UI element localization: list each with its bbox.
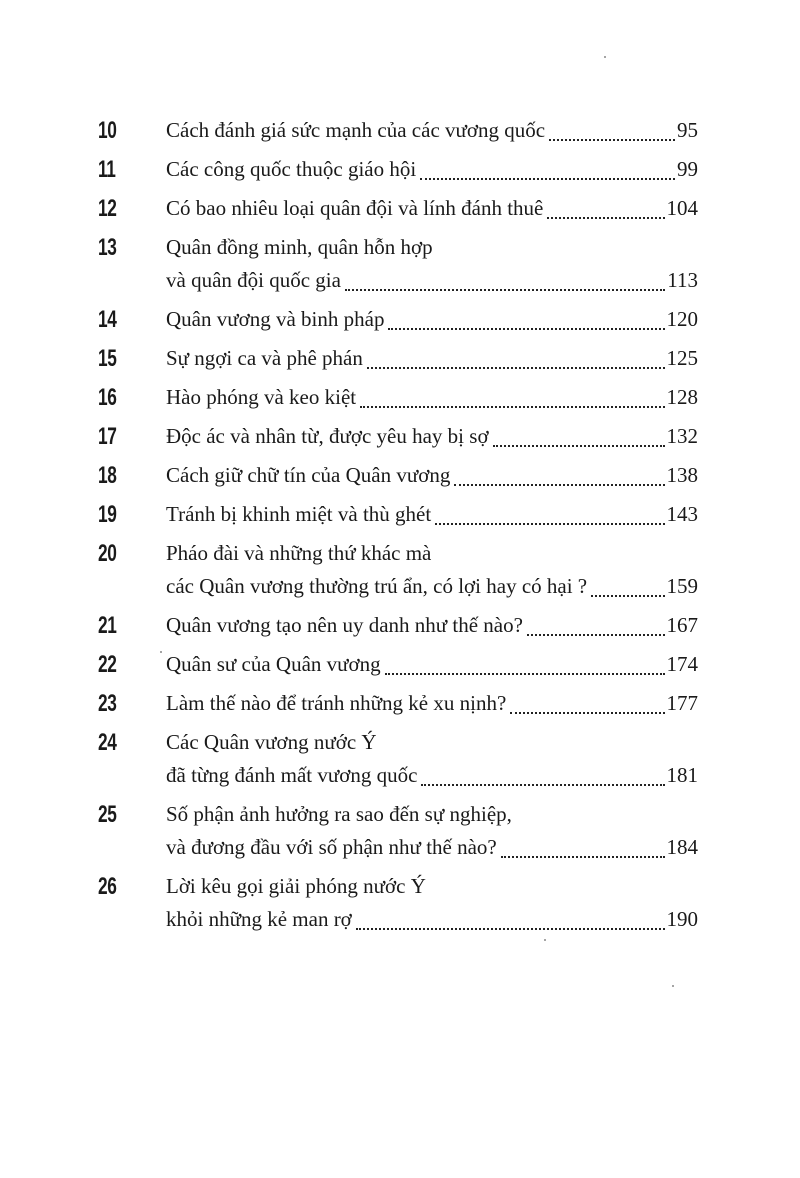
chapter-title-block xyxy=(166,192,698,225)
dot-leader xyxy=(367,367,665,369)
page-number: 132 xyxy=(666,424,698,448)
page-number: 128 xyxy=(666,385,698,409)
table-of-contents xyxy=(98,114,698,942)
chapter-title-line xyxy=(166,342,698,375)
dot-leader xyxy=(591,595,664,597)
page-number: 120 xyxy=(666,307,698,331)
toc-entry xyxy=(98,153,698,186)
toc-entry xyxy=(98,192,698,225)
toc-entry xyxy=(98,381,698,414)
chapter-title-text: Cách đánh giá sức mạnh của các vương quốc xyxy=(166,118,546,142)
chapter-title-block xyxy=(166,726,698,792)
page-number: 184 xyxy=(666,835,698,859)
dot-leader xyxy=(356,928,665,930)
chapter-number: 17 xyxy=(98,423,117,450)
chapter-number: 24 xyxy=(98,729,117,756)
page-number: 113 xyxy=(667,268,698,292)
toc-entry xyxy=(98,420,698,453)
chapter-title-line xyxy=(166,192,698,225)
chapter-title-line xyxy=(166,903,698,936)
page-number: 138 xyxy=(666,463,698,487)
chapter-title-text: Cách giữ chữ tín của Quân vương xyxy=(166,463,451,487)
chapter-title-block xyxy=(166,459,698,492)
dot-leader xyxy=(360,406,664,408)
chapter-number: 26 xyxy=(98,873,117,900)
chapter-title-block xyxy=(166,798,698,864)
chapter-title-block xyxy=(166,381,698,414)
dot-leader xyxy=(345,289,665,291)
chapter-title-text: Sự ngợi ca và phê phán xyxy=(166,346,363,370)
chapter-title-text: Quân vương tạo nên uy danh như thế nào? xyxy=(166,613,523,637)
chapter-number: 13 xyxy=(98,234,117,261)
dot-leader xyxy=(549,139,675,141)
chapter-title-line xyxy=(166,153,698,186)
toc-entry xyxy=(98,687,698,720)
toc-entry xyxy=(98,459,698,492)
chapter-title-block xyxy=(166,648,698,681)
chapter-title-line xyxy=(166,570,698,603)
page-number: 177 xyxy=(666,691,698,715)
chapter-number: 22 xyxy=(98,651,117,678)
chapter-title-line: Quân đồng minh, quân hỗn hợp xyxy=(166,235,433,259)
chapter-number: 11 xyxy=(98,156,116,183)
chapter-number: 25 xyxy=(98,801,117,828)
chapter-title-text: Quân vương và binh pháp xyxy=(166,307,385,331)
chapter-title-line: Pháo đài và những thứ khác mà xyxy=(166,541,432,565)
page-number: 174 xyxy=(666,652,698,676)
paper-speck xyxy=(672,985,674,987)
chapter-title-line xyxy=(166,381,698,414)
page-number: 181 xyxy=(666,763,698,787)
page-number: 190 xyxy=(666,907,698,931)
dot-leader xyxy=(527,634,665,636)
dot-leader xyxy=(388,328,664,330)
page-number: 125 xyxy=(666,346,698,370)
chapter-title-block xyxy=(166,420,698,453)
paper-speck xyxy=(604,56,606,58)
toc-entry xyxy=(98,798,698,864)
chapter-title-text: và quân đội quốc gia xyxy=(166,268,341,292)
chapter-title-text: Quân sư của Quân vương xyxy=(166,652,381,676)
chapter-title-block xyxy=(166,153,698,186)
dot-leader xyxy=(454,484,664,486)
dot-leader xyxy=(510,712,664,714)
chapter-number: 12 xyxy=(98,195,117,222)
page-number: 95 xyxy=(677,118,698,142)
chapter-title-block xyxy=(166,537,698,603)
chapter-title-block xyxy=(166,114,698,147)
chapter-number: 21 xyxy=(98,612,117,639)
toc-entry xyxy=(98,870,698,936)
chapter-title-line xyxy=(166,459,698,492)
chapter-title-line xyxy=(166,759,698,792)
chapter-title-block xyxy=(166,870,698,936)
chapter-title-text: đã từng đánh mất vương quốc xyxy=(166,763,418,787)
chapter-title-line xyxy=(166,648,698,681)
toc-entry xyxy=(98,537,698,603)
toc-entry xyxy=(98,114,698,147)
chapter-title-line xyxy=(166,420,698,453)
chapter-title-text: Hào phóng và keo kiệt xyxy=(166,385,357,409)
chapter-title-text: các Quân vương thường trú ẩn, có lợi hay có hại ? xyxy=(166,574,588,598)
chapter-title-line xyxy=(166,114,698,147)
chapter-number: 20 xyxy=(98,540,117,567)
chapter-title-line: Lời kêu gọi giải phóng nước Ý xyxy=(166,874,426,898)
chapter-title-line: Các Quân vương nước Ý xyxy=(166,730,377,754)
chapter-title-block xyxy=(166,231,698,297)
dot-leader xyxy=(435,523,664,525)
chapter-title-block xyxy=(166,342,698,375)
chapter-number: 10 xyxy=(98,117,117,144)
toc-entry xyxy=(98,648,698,681)
toc-entry xyxy=(98,498,698,531)
chapter-title-line xyxy=(166,303,698,336)
chapter-title-line xyxy=(166,609,698,642)
chapter-title-block xyxy=(166,303,698,336)
chapter-title-line xyxy=(166,498,698,531)
chapter-title-line xyxy=(166,687,698,720)
dot-leader xyxy=(547,217,664,219)
chapter-number: 19 xyxy=(98,501,117,528)
paper-speck xyxy=(160,651,162,653)
chapter-title-text: Làm thế nào để tránh những kẻ xu nịnh? xyxy=(166,691,507,715)
page-number: 104 xyxy=(666,196,698,220)
chapter-number: 15 xyxy=(98,345,117,372)
paper-speck xyxy=(544,939,546,941)
dot-leader xyxy=(385,673,665,675)
chapter-title-text: Tránh bị khinh miệt và thù ghét xyxy=(166,502,432,526)
toc-entry xyxy=(98,231,698,297)
dot-leader xyxy=(493,445,665,447)
chapter-title-text: Có bao nhiêu loại quân đội và lính đánh thuê xyxy=(166,196,544,220)
page-number: 99 xyxy=(677,157,698,181)
chapter-title-line xyxy=(166,831,698,864)
chapter-title-text: Các công quốc thuộc giáo hội xyxy=(166,157,417,181)
chapter-title-line xyxy=(166,264,698,297)
toc-entry xyxy=(98,609,698,642)
dot-leader xyxy=(501,856,665,858)
chapter-title-block xyxy=(166,687,698,720)
chapter-title-line: Số phận ảnh hưởng ra sao đến sự nghiệp, xyxy=(166,802,512,826)
chapter-number: 14 xyxy=(98,306,117,333)
toc-entry xyxy=(98,726,698,792)
dot-leader xyxy=(420,178,675,180)
chapter-title-text: và đương đầu với số phận như thế nào? xyxy=(166,835,497,859)
chapter-title-text: khỏi những kẻ man rợ xyxy=(166,907,352,931)
page-number: 159 xyxy=(666,574,698,598)
toc-entry xyxy=(98,342,698,375)
dot-leader xyxy=(421,784,664,786)
page-number: 143 xyxy=(666,502,698,526)
chapter-title-text: Độc ác và nhân từ, được yêu hay bị sợ xyxy=(166,424,489,448)
chapter-title-block xyxy=(166,498,698,531)
page-number: 167 xyxy=(666,613,698,637)
chapter-number: 18 xyxy=(98,462,117,489)
chapter-number: 16 xyxy=(98,384,117,411)
chapter-number: 23 xyxy=(98,690,117,717)
toc-entry xyxy=(98,303,698,336)
chapter-title-block xyxy=(166,609,698,642)
